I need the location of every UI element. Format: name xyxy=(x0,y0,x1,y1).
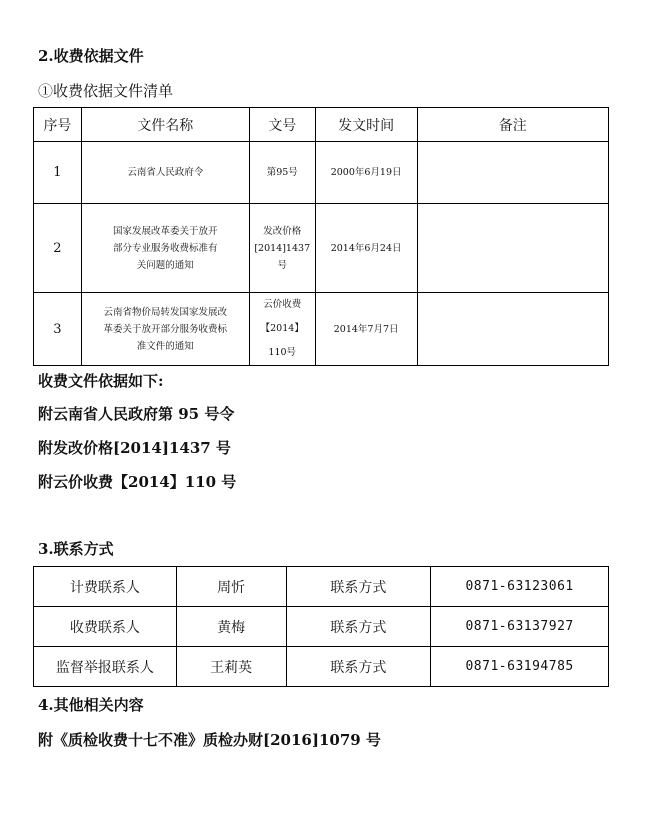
basis-item: 附云价收费【2014】110 号 xyxy=(38,473,237,491)
row-seq: 2 xyxy=(34,204,82,293)
file-table xyxy=(33,107,609,366)
table-row xyxy=(34,204,609,293)
row-note xyxy=(417,293,609,366)
row-doc-no: 第95号 xyxy=(249,142,315,204)
row-file-name-text: 云南省物价局转发国家发展改革委关于放开部分服务收费标准文件的通知 xyxy=(103,306,228,352)
row-doc-no-text: 云价收费【2014】110号 xyxy=(260,299,304,358)
contact-name: 王莉英 xyxy=(176,647,286,687)
table-row xyxy=(34,607,609,647)
contact-phone: 0871-63123061 xyxy=(431,567,609,607)
row-file-name xyxy=(81,293,249,366)
file-list-subheading: ①收费依据文件清单 xyxy=(38,82,174,100)
section-4-heading: 4.其他相关内容 xyxy=(38,696,144,714)
row-doc-no-text: 发改价格[2014]1437号 xyxy=(254,225,311,271)
basis-intro: 收费文件依据如下: xyxy=(38,372,164,390)
contact-method-label: 联系方式 xyxy=(286,607,431,647)
table-row xyxy=(34,567,609,607)
section-4-item: 附《质检收费十七不准》质检办财[2016]1079 号 xyxy=(38,731,381,749)
table-row xyxy=(34,647,609,687)
row-doc-no xyxy=(249,293,315,366)
file-table-header-date: 发文时间 xyxy=(315,108,417,142)
row-doc-no xyxy=(249,204,315,293)
contact-name: 周忻 xyxy=(176,567,286,607)
contact-method-label: 联系方式 xyxy=(286,567,431,607)
row-seq: 3 xyxy=(34,293,82,366)
basis-item: 附云南省人民政府第 95 号令 xyxy=(38,405,235,423)
file-table-header-row xyxy=(34,108,609,142)
contact-phone: 0871-63137927 xyxy=(431,607,609,647)
contact-role: 收费联系人 xyxy=(34,607,177,647)
row-date: 2014年6月24日 xyxy=(315,204,417,293)
section-2-heading: 2.收费依据文件 xyxy=(38,47,144,65)
contact-role: 监督举报联系人 xyxy=(34,647,177,687)
section-3-heading: 3.联系方式 xyxy=(38,540,114,558)
contact-method-label: 联系方式 xyxy=(286,647,431,687)
file-table-header-docno: 文号 xyxy=(249,108,315,142)
row-date: 2000年6月19日 xyxy=(315,142,417,204)
file-table-header-note: 备注 xyxy=(417,108,609,142)
file-table-header-name: 文件名称 xyxy=(81,108,249,142)
table-row xyxy=(34,142,609,204)
contact-name: 黄梅 xyxy=(176,607,286,647)
row-seq: 1 xyxy=(34,142,82,204)
row-file-name xyxy=(81,204,249,293)
table-row xyxy=(34,293,609,366)
row-date: 2014年7月7日 xyxy=(315,293,417,366)
row-note xyxy=(417,204,609,293)
row-file-name-text: 国家发展改革委关于放开部分专业服务收费标准有关问题的通知 xyxy=(113,225,218,271)
row-file-name: 云南省人民政府令 xyxy=(81,142,249,204)
contact-phone: 0871-63194785 xyxy=(431,647,609,687)
contact-role: 计费联系人 xyxy=(34,567,177,607)
row-note xyxy=(417,142,609,204)
contact-table xyxy=(33,566,609,687)
basis-item: 附发改价格[2014]1437 号 xyxy=(38,439,231,457)
file-table-header-seq: 序号 xyxy=(34,108,82,142)
